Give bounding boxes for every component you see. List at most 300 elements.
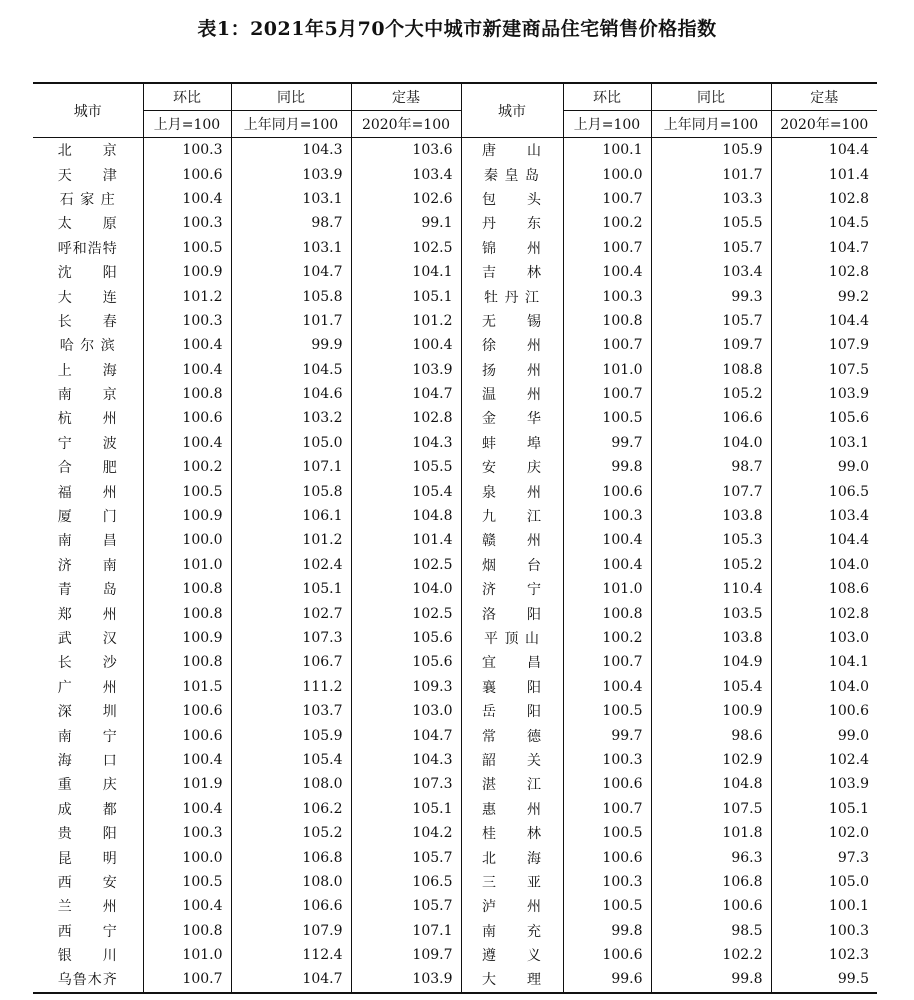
header-tb-base-left: 上年同月=100 bbox=[231, 111, 351, 138]
cell-tb-right: 107.7 bbox=[651, 479, 771, 503]
cell-hb-left: 100.5 bbox=[143, 479, 231, 503]
cell-hb-left: 100.4 bbox=[143, 748, 231, 772]
cell-dj-right: 97.3 bbox=[771, 845, 877, 869]
cell-tb-left: 103.1 bbox=[231, 236, 351, 260]
cell-dj-left: 105.6 bbox=[351, 626, 461, 650]
cell-dj-right: 103.9 bbox=[771, 382, 877, 406]
cell-tb-right: 105.9 bbox=[651, 138, 771, 163]
cell-dj-right: 106.5 bbox=[771, 479, 877, 503]
cell-hb-left: 100.0 bbox=[143, 528, 231, 552]
cell-hb-right: 100.5 bbox=[563, 821, 651, 845]
cell-city-left: 宁 波 bbox=[57, 435, 118, 452]
cell-tb-left: 103.1 bbox=[231, 187, 351, 211]
cell-dj-right: 102.0 bbox=[771, 821, 877, 845]
cell-tb-right: 96.3 bbox=[651, 845, 771, 869]
cell-hb-right: 101.0 bbox=[563, 358, 651, 382]
cell-city-right: 襄 阳 bbox=[461, 675, 563, 699]
header-hb-right: 环比 bbox=[563, 83, 651, 111]
cell-city-left: 上 海 bbox=[57, 362, 118, 379]
table-row bbox=[33, 943, 877, 967]
cell-hb-left: 100.3 bbox=[143, 821, 231, 845]
table-row bbox=[33, 601, 877, 625]
cell-tb-left: 106.1 bbox=[231, 504, 351, 528]
cell-tb-left: 105.1 bbox=[231, 577, 351, 601]
cell-dj-left: 107.1 bbox=[351, 919, 461, 943]
cell-tb-left: 104.6 bbox=[231, 382, 351, 406]
cell-tb-right: 103.8 bbox=[651, 626, 771, 650]
cell-hb-right: 100.4 bbox=[563, 528, 651, 552]
table-row bbox=[33, 748, 877, 772]
cell-city-left: 广 州 bbox=[57, 679, 118, 696]
cell-dj-left: 104.8 bbox=[351, 504, 461, 528]
cell-tb-right: 103.5 bbox=[651, 601, 771, 625]
cell-hb-left: 100.0 bbox=[143, 845, 231, 869]
cell-hb-right: 100.7 bbox=[563, 650, 651, 674]
cell-dj-right: 99.0 bbox=[771, 723, 877, 747]
table-row bbox=[33, 723, 877, 747]
cell-hb-right: 100.6 bbox=[563, 845, 651, 869]
table-row bbox=[33, 626, 877, 650]
cell-hb-right: 101.0 bbox=[563, 577, 651, 601]
cell-city-left: 沈 阳 bbox=[57, 265, 118, 282]
cell-city-right: 桂 林 bbox=[461, 821, 563, 845]
cell-city-left: 济 南 bbox=[57, 557, 118, 574]
cell-city-left: 深 圳 bbox=[57, 704, 118, 721]
cell-tb-left: 104.7 bbox=[231, 260, 351, 284]
cell-hb-right: 99.7 bbox=[563, 431, 651, 455]
cell-city-left: 哈 尔 滨 bbox=[59, 338, 116, 355]
cell-dj-right: 103.1 bbox=[771, 431, 877, 455]
table-row bbox=[33, 358, 877, 382]
cell-tb-right: 98.7 bbox=[651, 455, 771, 479]
cell-hb-right: 100.3 bbox=[563, 504, 651, 528]
cell-city-left: 银 川 bbox=[57, 948, 118, 965]
cell-city-left: 福 州 bbox=[57, 484, 118, 501]
cell-city-left: 北 京 bbox=[57, 143, 118, 160]
table-row bbox=[33, 553, 877, 577]
header-city-right: 城市 bbox=[461, 83, 563, 138]
table-row bbox=[33, 699, 877, 723]
header-city-left: 城市 bbox=[33, 83, 143, 138]
cell-city-right: 大 理 bbox=[461, 967, 563, 992]
cell-hb-right: 100.5 bbox=[563, 894, 651, 918]
cell-city-right: 金 华 bbox=[461, 406, 563, 430]
header-hb-base-left: 上月=100 bbox=[143, 111, 231, 138]
cell-dj-right: 103.9 bbox=[771, 772, 877, 796]
cell-hb-left: 100.6 bbox=[143, 723, 231, 747]
cell-city-right: 唐 山 bbox=[461, 138, 563, 163]
header-tb-left: 同比 bbox=[231, 83, 351, 111]
cell-dj-right: 102.8 bbox=[771, 260, 877, 284]
price-index-table bbox=[33, 82, 877, 994]
cell-dj-right: 99.5 bbox=[771, 967, 877, 992]
cell-city-right: 济 宁 bbox=[461, 577, 563, 601]
cell-hb-left: 100.9 bbox=[143, 504, 231, 528]
cell-tb-left: 106.2 bbox=[231, 797, 351, 821]
cell-tb-left: 107.3 bbox=[231, 626, 351, 650]
cell-hb-right: 100.3 bbox=[563, 748, 651, 772]
cell-hb-right: 99.7 bbox=[563, 723, 651, 747]
cell-dj-left: 99.1 bbox=[351, 211, 461, 235]
cell-dj-left: 105.7 bbox=[351, 845, 461, 869]
cell-hb-left: 100.4 bbox=[143, 894, 231, 918]
table-row bbox=[33, 211, 877, 235]
cell-dj-left: 104.7 bbox=[351, 382, 461, 406]
cell-tb-left: 106.6 bbox=[231, 894, 351, 918]
cell-hb-right: 100.0 bbox=[563, 162, 651, 186]
cell-dj-left: 103.0 bbox=[351, 699, 461, 723]
cell-tb-left: 101.7 bbox=[231, 309, 351, 333]
cell-city-left: 重 庆 bbox=[57, 777, 118, 794]
table-row bbox=[33, 577, 877, 601]
cell-city-left: 武 汉 bbox=[57, 631, 118, 647]
cell-tb-right: 99.3 bbox=[651, 284, 771, 308]
cell-hb-left: 100.6 bbox=[143, 406, 231, 430]
cell-city-right: 洛 阳 bbox=[461, 601, 563, 625]
cell-city-left: 南 昌 bbox=[57, 533, 118, 550]
cell-city-right: 遵 义 bbox=[461, 943, 563, 967]
cell-city-right: 烟 台 bbox=[461, 553, 563, 577]
table-row bbox=[33, 845, 877, 869]
cell-tb-right: 109.7 bbox=[651, 333, 771, 357]
cell-tb-right: 100.6 bbox=[651, 894, 771, 918]
cell-hb-left: 100.3 bbox=[143, 309, 231, 333]
cell-hb-right: 99.8 bbox=[563, 455, 651, 479]
cell-tb-left: 112.4 bbox=[231, 943, 351, 967]
cell-dj-right: 102.8 bbox=[771, 187, 877, 211]
table-row bbox=[33, 455, 877, 479]
cell-city-right: 惠 州 bbox=[461, 797, 563, 821]
cell-hb-right: 99.6 bbox=[563, 967, 651, 992]
cell-tb-right: 105.3 bbox=[651, 528, 771, 552]
cell-tb-right: 106.6 bbox=[651, 406, 771, 430]
table-row bbox=[33, 284, 877, 308]
cell-city-right: 丹 东 bbox=[461, 211, 563, 235]
cell-tb-right: 104.8 bbox=[651, 772, 771, 796]
table-row bbox=[33, 309, 877, 333]
cell-city-left: 南 京 bbox=[57, 387, 118, 404]
cell-hb-left: 100.4 bbox=[143, 333, 231, 357]
cell-dj-right: 104.4 bbox=[771, 309, 877, 333]
cell-tb-right: 105.7 bbox=[651, 236, 771, 260]
header-hb-left: 环比 bbox=[143, 83, 231, 111]
cell-city-right: 常 德 bbox=[461, 723, 563, 747]
cell-city-right: 安 庆 bbox=[461, 455, 563, 479]
cell-tb-right: 103.4 bbox=[651, 260, 771, 284]
cell-dj-right: 100.1 bbox=[771, 894, 877, 918]
cell-tb-right: 102.2 bbox=[651, 943, 771, 967]
cell-city-right: 温 州 bbox=[461, 382, 563, 406]
header-tb-right: 同比 bbox=[651, 83, 771, 111]
cell-tb-left: 106.7 bbox=[231, 650, 351, 674]
cell-dj-right: 100.3 bbox=[771, 919, 877, 943]
cell-tb-left: 107.1 bbox=[231, 455, 351, 479]
cell-hb-right: 100.6 bbox=[563, 772, 651, 796]
cell-city-left: 青 岛 bbox=[57, 582, 118, 599]
table-row bbox=[33, 333, 877, 357]
table-row bbox=[33, 528, 877, 552]
cell-dj-right: 104.0 bbox=[771, 675, 877, 699]
cell-city-left: 海 口 bbox=[57, 752, 118, 769]
cell-dj-right: 101.4 bbox=[771, 162, 877, 186]
cell-dj-left: 101.4 bbox=[351, 528, 461, 552]
cell-city-left: 南 宁 bbox=[57, 728, 118, 745]
cell-tb-left: 105.9 bbox=[231, 723, 351, 747]
cell-city-right: 徐 州 bbox=[461, 333, 563, 357]
cell-dj-left: 104.1 bbox=[351, 260, 461, 284]
cell-hb-right: 100.7 bbox=[563, 236, 651, 260]
cell-hb-left: 100.4 bbox=[143, 187, 231, 211]
cell-hb-left: 100.3 bbox=[143, 138, 231, 163]
cell-hb-left: 101.2 bbox=[143, 284, 231, 308]
cell-tb-right: 105.4 bbox=[651, 675, 771, 699]
cell-city-right: 平 顶 山 bbox=[461, 626, 563, 650]
cell-dj-right: 104.1 bbox=[771, 650, 877, 674]
cell-dj-right: 100.6 bbox=[771, 699, 877, 723]
cell-tb-right: 104.9 bbox=[651, 650, 771, 674]
cell-tb-left: 104.3 bbox=[231, 138, 351, 163]
cell-city-right: 无 锡 bbox=[461, 309, 563, 333]
cell-dj-right: 108.6 bbox=[771, 577, 877, 601]
cell-tb-left: 101.2 bbox=[231, 528, 351, 552]
cell-hb-left: 100.4 bbox=[143, 431, 231, 455]
cell-dj-left: 105.1 bbox=[351, 284, 461, 308]
cell-city-right: 九 江 bbox=[461, 504, 563, 528]
cell-dj-right: 104.7 bbox=[771, 236, 877, 260]
cell-hb-right: 100.6 bbox=[563, 479, 651, 503]
cell-hb-left: 100.6 bbox=[143, 699, 231, 723]
cell-city-left: 成 都 bbox=[57, 801, 118, 818]
cell-city-left: 大 连 bbox=[57, 289, 118, 306]
cell-tb-right: 110.4 bbox=[651, 577, 771, 601]
cell-tb-left: 104.5 bbox=[231, 358, 351, 382]
cell-tb-right: 99.8 bbox=[651, 967, 771, 992]
cell-hb-right: 100.4 bbox=[563, 553, 651, 577]
cell-hb-right: 100.8 bbox=[563, 601, 651, 625]
cell-hb-left: 100.9 bbox=[143, 260, 231, 284]
cell-hb-left: 100.4 bbox=[143, 797, 231, 821]
cell-city-right: 湛 江 bbox=[461, 772, 563, 796]
cell-dj-left: 103.6 bbox=[351, 138, 461, 163]
table-row bbox=[33, 919, 877, 943]
cell-hb-left: 100.8 bbox=[143, 382, 231, 406]
cell-hb-right: 100.2 bbox=[563, 626, 651, 650]
cell-dj-right: 102.3 bbox=[771, 943, 877, 967]
cell-dj-left: 101.2 bbox=[351, 309, 461, 333]
cell-dj-right: 105.1 bbox=[771, 797, 877, 821]
cell-hb-right: 100.7 bbox=[563, 382, 651, 406]
table-row bbox=[33, 187, 877, 211]
cell-city-left: 长 春 bbox=[57, 313, 118, 330]
cell-city-left: 昆 明 bbox=[57, 850, 118, 867]
cell-hb-right: 100.3 bbox=[563, 284, 651, 308]
cell-dj-left: 104.7 bbox=[351, 723, 461, 747]
cell-city-right: 吉 林 bbox=[461, 260, 563, 284]
cell-hb-right: 100.4 bbox=[563, 260, 651, 284]
cell-city-right: 三 亚 bbox=[461, 870, 563, 894]
table-row bbox=[33, 260, 877, 284]
cell-tb-right: 104.0 bbox=[651, 431, 771, 455]
cell-city-right: 泸 州 bbox=[461, 894, 563, 918]
table-row bbox=[33, 821, 877, 845]
cell-dj-right: 103.4 bbox=[771, 504, 877, 528]
cell-dj-left: 105.7 bbox=[351, 894, 461, 918]
table-body bbox=[33, 138, 877, 993]
cell-dj-left: 102.8 bbox=[351, 406, 461, 430]
cell-dj-left: 105.5 bbox=[351, 455, 461, 479]
cell-hb-right: 100.5 bbox=[563, 406, 651, 430]
table-row bbox=[33, 138, 877, 163]
cell-tb-right: 106.8 bbox=[651, 870, 771, 894]
cell-tb-right: 103.8 bbox=[651, 504, 771, 528]
table-row bbox=[33, 479, 877, 503]
cell-city-left: 杭 州 bbox=[57, 411, 118, 428]
cell-city-right: 泉 州 bbox=[461, 479, 563, 503]
table-row bbox=[33, 406, 877, 430]
cell-tb-left: 103.9 bbox=[231, 162, 351, 186]
cell-tb-left: 103.7 bbox=[231, 699, 351, 723]
table-row bbox=[33, 675, 877, 699]
cell-hb-left: 101.5 bbox=[143, 675, 231, 699]
cell-city-right: 南 充 bbox=[461, 919, 563, 943]
cell-hb-left: 100.3 bbox=[143, 211, 231, 235]
cell-dj-left: 107.3 bbox=[351, 772, 461, 796]
cell-dj-right: 105.0 bbox=[771, 870, 877, 894]
cell-dj-right: 102.4 bbox=[771, 748, 877, 772]
cell-tb-right: 102.9 bbox=[651, 748, 771, 772]
cell-tb-left: 103.2 bbox=[231, 406, 351, 430]
cell-city-right: 赣 州 bbox=[461, 528, 563, 552]
cell-tb-left: 105.2 bbox=[231, 821, 351, 845]
cell-dj-left: 109.7 bbox=[351, 943, 461, 967]
cell-hb-right: 100.3 bbox=[563, 870, 651, 894]
cell-city-right: 岳 阳 bbox=[461, 699, 563, 723]
cell-city-left: 西 宁 bbox=[57, 923, 118, 940]
cell-city-left: 石 家 庄 bbox=[59, 191, 116, 208]
cell-city-left: 西 安 bbox=[57, 874, 118, 891]
cell-tb-left: 102.7 bbox=[231, 601, 351, 625]
cell-hb-left: 100.2 bbox=[143, 455, 231, 479]
cell-city-right: 蚌 埠 bbox=[461, 431, 563, 455]
cell-tb-right: 105.2 bbox=[651, 553, 771, 577]
cell-dj-left: 106.5 bbox=[351, 870, 461, 894]
cell-hb-left: 100.8 bbox=[143, 577, 231, 601]
cell-tb-left: 111.2 bbox=[231, 675, 351, 699]
cell-tb-left: 108.0 bbox=[231, 870, 351, 894]
cell-hb-left: 101.9 bbox=[143, 772, 231, 796]
cell-dj-left: 102.5 bbox=[351, 553, 461, 577]
cell-dj-left: 105.4 bbox=[351, 479, 461, 503]
cell-tb-right: 107.5 bbox=[651, 797, 771, 821]
cell-dj-right: 104.0 bbox=[771, 553, 877, 577]
cell-city-right: 锦 州 bbox=[461, 236, 563, 260]
cell-dj-left: 104.3 bbox=[351, 431, 461, 455]
cell-city-left: 合 肥 bbox=[57, 460, 118, 477]
cell-city-left: 厦 门 bbox=[57, 509, 118, 526]
cell-hb-right: 100.7 bbox=[563, 797, 651, 821]
cell-dj-left: 103.9 bbox=[351, 967, 461, 992]
cell-dj-right: 102.8 bbox=[771, 601, 877, 625]
header-hb-base-right: 上月=100 bbox=[563, 111, 651, 138]
cell-hb-right: 100.7 bbox=[563, 333, 651, 357]
cell-tb-right: 108.8 bbox=[651, 358, 771, 382]
cell-hb-left: 100.8 bbox=[143, 601, 231, 625]
cell-tb-left: 105.8 bbox=[231, 479, 351, 503]
header-tb-base-right: 上年同月=100 bbox=[651, 111, 771, 138]
cell-dj-left: 102.5 bbox=[351, 236, 461, 260]
cell-tb-left: 105.8 bbox=[231, 284, 351, 308]
cell-hb-left: 100.9 bbox=[143, 626, 231, 650]
cell-dj-left: 104.0 bbox=[351, 577, 461, 601]
cell-dj-left: 102.6 bbox=[351, 187, 461, 211]
cell-tb-left: 108.0 bbox=[231, 772, 351, 796]
table-row bbox=[33, 162, 877, 186]
cell-city-left: 天 津 bbox=[57, 167, 118, 184]
table-row bbox=[33, 650, 877, 674]
cell-city-right: 北 海 bbox=[461, 845, 563, 869]
cell-city-left: 郑 州 bbox=[57, 606, 118, 623]
cell-hb-right: 100.8 bbox=[563, 309, 651, 333]
cell-city-right: 包 头 bbox=[461, 187, 563, 211]
cell-city-right: 秦 皇 岛 bbox=[461, 162, 563, 186]
cell-tb-left: 104.7 bbox=[231, 967, 351, 992]
cell-city-right: 牡 丹 江 bbox=[461, 284, 563, 308]
cell-hb-left: 101.0 bbox=[143, 553, 231, 577]
cell-dj-left: 102.5 bbox=[351, 601, 461, 625]
header-dj-right: 定基 bbox=[771, 83, 877, 111]
cell-dj-left: 105.1 bbox=[351, 797, 461, 821]
cell-city-right: 韶 关 bbox=[461, 748, 563, 772]
cell-city-left: 呼和浩特 bbox=[57, 240, 118, 257]
header-dj-left: 定基 bbox=[351, 83, 461, 111]
table-row bbox=[33, 967, 877, 992]
cell-tb-left: 102.4 bbox=[231, 553, 351, 577]
cell-hb-left: 100.5 bbox=[143, 870, 231, 894]
cell-city-left: 兰 州 bbox=[57, 899, 118, 916]
cell-dj-left: 103.9 bbox=[351, 358, 461, 382]
table-row bbox=[33, 870, 877, 894]
cell-tb-right: 105.5 bbox=[651, 211, 771, 235]
cell-hb-left: 101.0 bbox=[143, 943, 231, 967]
cell-tb-left: 106.8 bbox=[231, 845, 351, 869]
cell-city-right: 扬 州 bbox=[461, 358, 563, 382]
cell-tb-right: 98.6 bbox=[651, 723, 771, 747]
cell-hb-left: 100.5 bbox=[143, 236, 231, 260]
cell-hb-right: 100.5 bbox=[563, 699, 651, 723]
cell-hb-right: 100.4 bbox=[563, 675, 651, 699]
cell-hb-right: 99.8 bbox=[563, 919, 651, 943]
cell-hb-left: 100.4 bbox=[143, 358, 231, 382]
cell-hb-right: 100.6 bbox=[563, 943, 651, 967]
table-row bbox=[33, 797, 877, 821]
cell-dj-left: 105.6 bbox=[351, 650, 461, 674]
table-row bbox=[33, 431, 877, 455]
cell-tb-right: 101.7 bbox=[651, 162, 771, 186]
cell-city-left: 乌鲁木齐 bbox=[33, 967, 143, 992]
cell-tb-right: 105.7 bbox=[651, 309, 771, 333]
header-dj-base-left: 2020年=100 bbox=[351, 111, 461, 138]
cell-dj-right: 99.0 bbox=[771, 455, 877, 479]
cell-city-right: 宜 昌 bbox=[461, 650, 563, 674]
cell-city-left: 太 原 bbox=[57, 216, 118, 233]
cell-tb-left: 105.4 bbox=[231, 748, 351, 772]
table-header bbox=[33, 83, 877, 138]
cell-dj-right: 107.9 bbox=[771, 333, 877, 357]
cell-dj-left: 104.3 bbox=[351, 748, 461, 772]
cell-hb-left: 100.7 bbox=[143, 967, 231, 992]
table-row bbox=[33, 894, 877, 918]
table-row bbox=[33, 382, 877, 406]
